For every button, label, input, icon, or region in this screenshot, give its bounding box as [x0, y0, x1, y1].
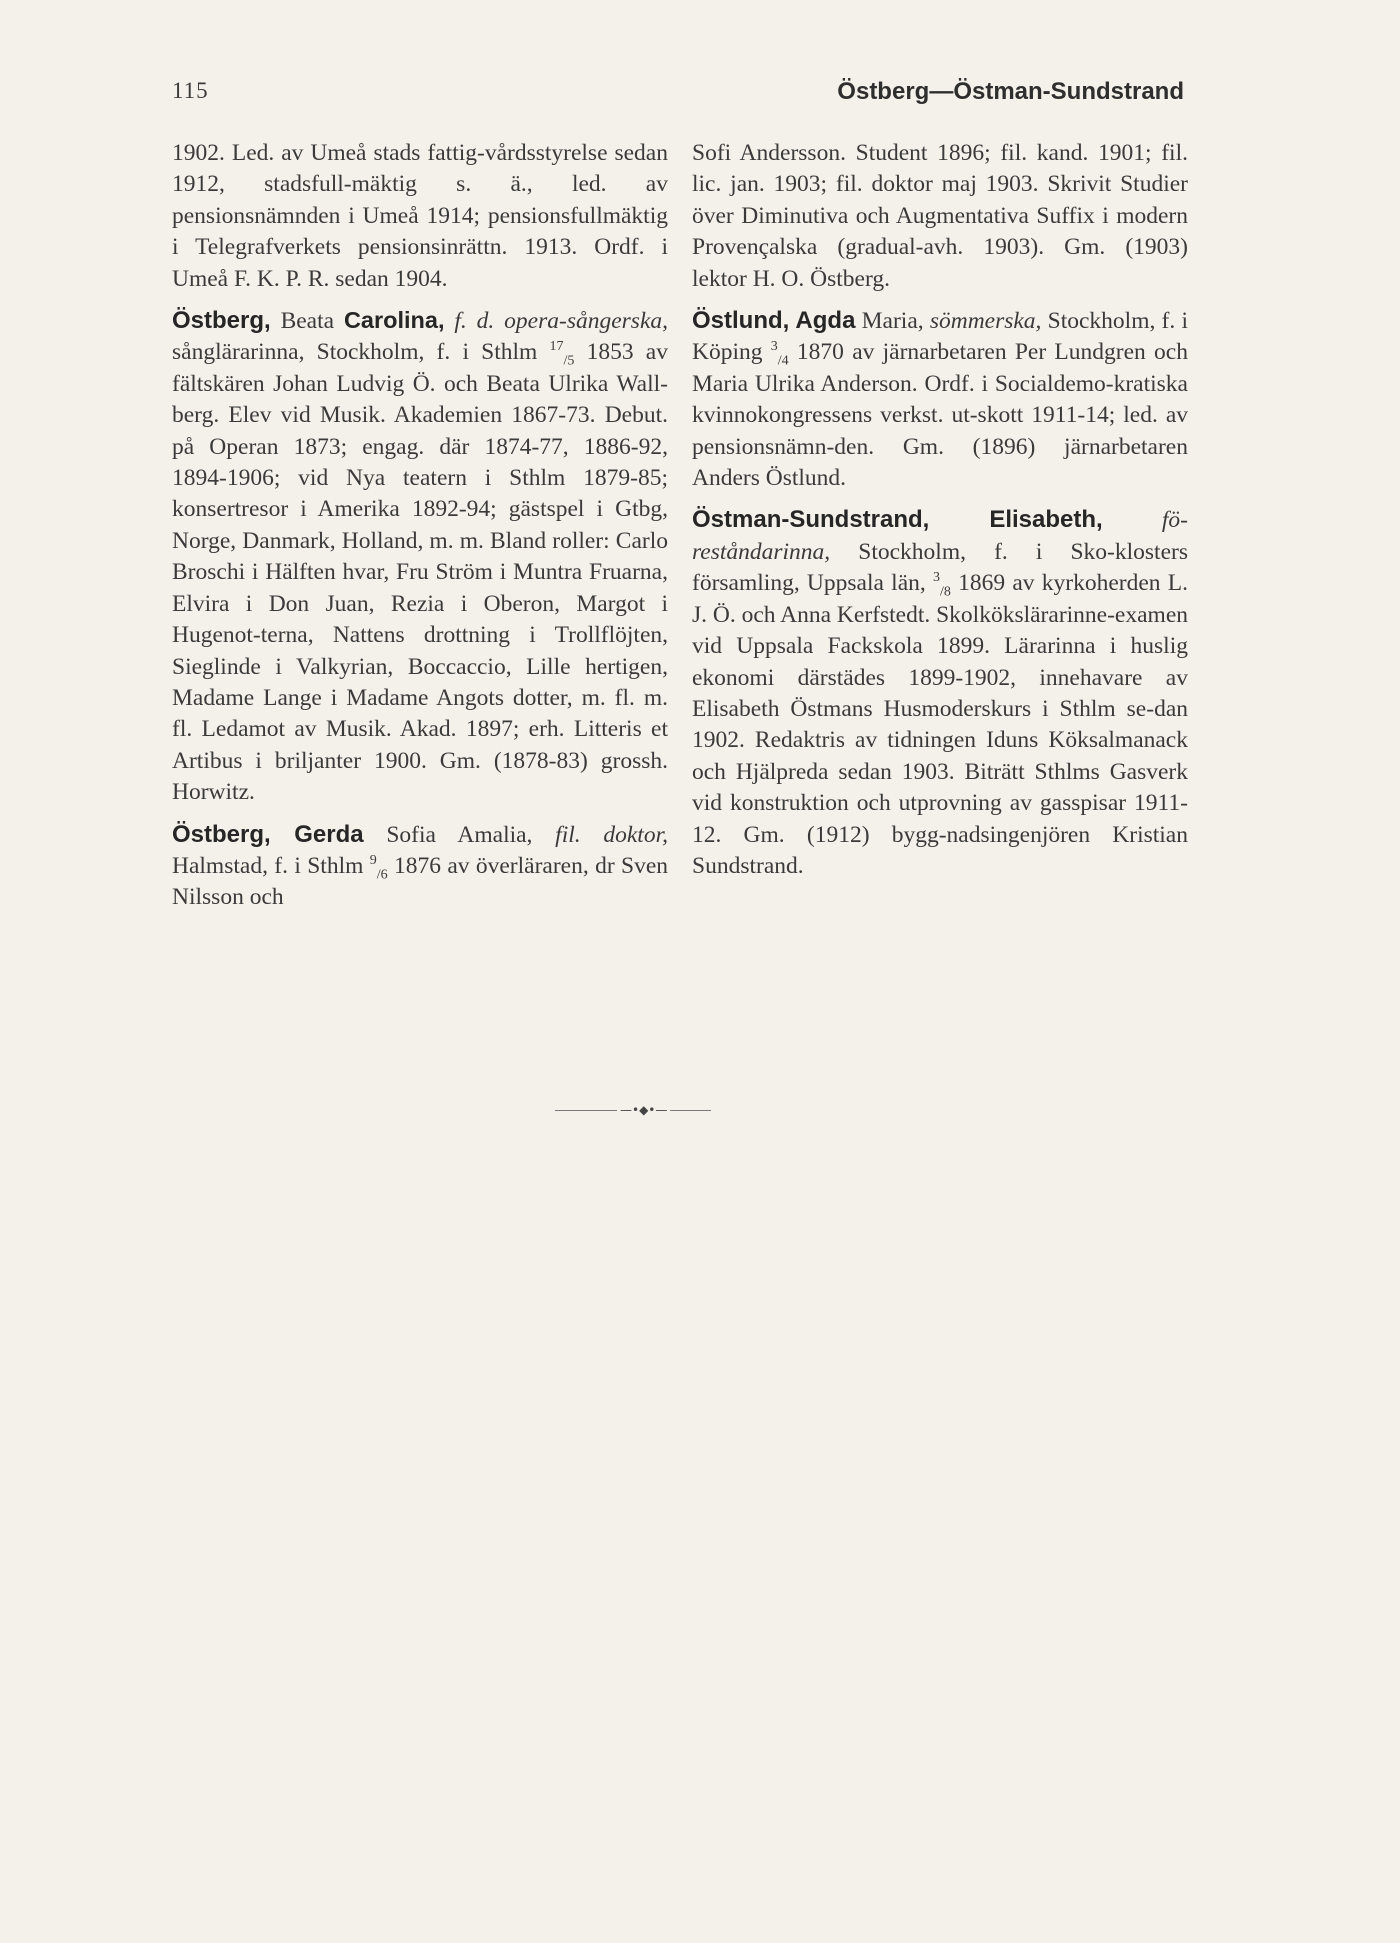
- date-day: 17: [549, 339, 564, 355]
- entry-ostman-sundstrand: [692, 504, 1188, 882]
- date-month: /6: [376, 867, 388, 883]
- entry-given: Maria,: [855, 308, 924, 335]
- entry-name: Östberg,: [172, 307, 271, 335]
- entry-ostberg-gerda: [172, 819, 668, 914]
- date-month: /4: [777, 354, 789, 370]
- date-day: 3: [770, 339, 778, 355]
- entry-occupation: sömmerska,: [923, 308, 1042, 335]
- date-month: /8: [939, 584, 951, 600]
- continuation-text: 1902. Led. av Umeå stads fattig-vårdsstyrelse sedan 1912, stadsfull-mäktig s. ä., led. av pensionsnämnden i Umeå 1914; pensionsfullmäktig i Telegrafverkets pensionsinrättn. 1913. Ordf. i Umeå F. K. P. R. sedan 1904.: [172, 140, 668, 292]
- date-day: 9: [369, 853, 377, 869]
- entry-text: sånglärarinna, Stockholm, f. i Sthlm: [172, 339, 550, 366]
- entry-name: Östman-Sundstrand, Elisabeth,: [692, 506, 1103, 534]
- continuation-text: Sofi Andersson. Student 1896; fil. kand. 1901; fil. lic. jan. 1903; fil. doktor maj 1903. Skrivit Studier över Diminutiva och Augmentativa Suffix i modern Provençalska (gradual-avh. 1903). Gm. (1903) lektor H. O. Östberg.: [692, 140, 1188, 292]
- entry-occupation: fö-reståndarinna,: [692, 507, 1188, 565]
- page-number: 115: [172, 78, 209, 103]
- entry-given: Sofia Amalia,: [363, 821, 533, 848]
- ornament-glyph: —•◆•—: [617, 1104, 670, 1116]
- entry-text: 1870 av järnarbetaren Per Lundgren och Maria Ulrika Anderson. Ordf. i Socialdemo-kratiska kvinnokongressens verkst. ut-skott 1911-14; led. av pensionsnämn-den. Gm. (1896) järnarbetaren Anders Östlund.: [692, 339, 1188, 492]
- running-head: Östberg—Östman-Sundstrand: [837, 78, 1184, 105]
- date-day: 3: [932, 570, 940, 586]
- entry-text: 1876 av överläraren, dr Sven Nilsson och: [172, 852, 669, 911]
- entry-occupation: f. d. opera-sångerska,: [444, 308, 669, 335]
- entry-text: 1869 av kyrkoherden L. J. Ö. och Anna Kerfstedt. Skolkökslärarinne-examen vid Uppsala Fackskola 1899. Lärarinna i huslig ekonomi därstädes 1899-1902, innehavare av Elisabeth Östmans Husmoderskurs i Sthlm se-dan 1902. Redaktris av tidningen Iduns Köksalmanack och Hjälpreda sedan 1903. Biträtt Sthlms Gasverk vid konstruktion och utprovning av gasspisar 1911-12. Gm. (1912) bygg-nadsingenjören Kristian Sundstrand.: [692, 570, 1188, 879]
- end-ornament-icon: [555, 1104, 711, 1116]
- entry-text: Stockholm, f. i Köping: [692, 308, 1188, 366]
- entry-text: Stockholm, f. i Sko-klosters församling, Uppsala län,: [692, 538, 1188, 597]
- entry-name: Östlund, Agda: [692, 307, 856, 335]
- entry-given: Beata: [270, 308, 344, 335]
- entry-given-bold: Carolina,: [343, 307, 445, 334]
- entry-name: Östberg, Gerda: [172, 820, 364, 848]
- date-month: /5: [563, 354, 575, 370]
- entry-text: Halmstad, f. i Sthlm: [172, 852, 370, 879]
- left-column: [172, 138, 668, 914]
- entry-ostberg-beata: [172, 305, 668, 809]
- entry-text: 1853 av fältskären Johan Ludvig Ö. och Beata Ulrika Wall-berg. Elev vid Musik. Akademien 1867-73. Debut. på Operan 1873; engag. där 1874-77, 1886-92, 1894-1906; vid Nya teatern i Sthlm 1879-85; konsertresor i Amerika 1892-94; gästspel i Gtbg, Norge, Danmark, Holland, m. m. Bland roller: Carlo Broschi i Hälften hvar, Fru Ström i Muntra Fruarna, Elvira i Don Juan, Rezia i Oberon, Margot i Hugenot-terna, Nattens drottning i Trollflöjten, Sieglinde i Valkyrian, Boccaccio, Lille hertigen, Madame Lange i Madame Angots dotter, m. fl. m. fl. Ledamot av Musik. Akad. 1897; erh. Litteris et Artibus i briljanter 1900. Gm. (1878-83) grossh. Horwitz.: [172, 339, 668, 806]
- right-column: [692, 138, 1188, 882]
- entry-occupation: fil. doktor,: [532, 821, 669, 848]
- entry-ostlund-agda: [692, 305, 1188, 494]
